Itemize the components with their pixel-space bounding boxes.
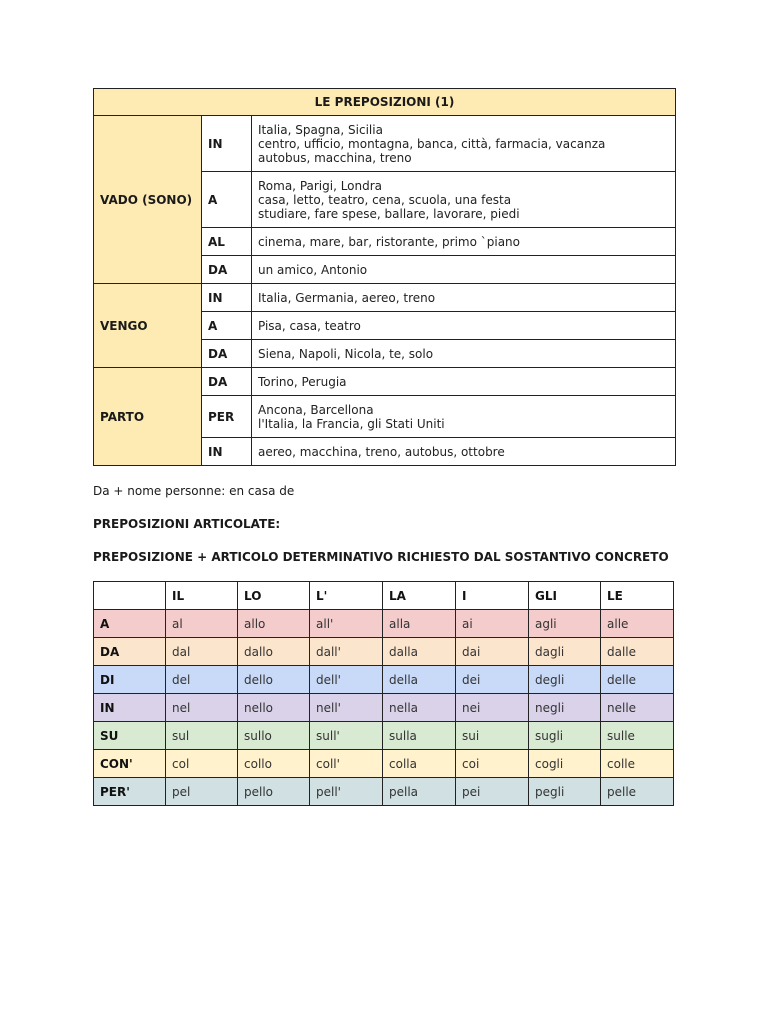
articulated-form-cell: delle xyxy=(601,666,674,694)
preposition-label-cell: CON' xyxy=(94,750,166,778)
articulated-form-cell: pello xyxy=(238,778,310,806)
preposition-label-cell: PER' xyxy=(94,778,166,806)
preposition-label-cell: DA xyxy=(94,638,166,666)
example-line: Pisa, casa, teatro xyxy=(258,318,361,333)
articulated-table-wrap xyxy=(93,581,674,806)
example-line: Torino, Perugia xyxy=(258,374,347,389)
article-header-cell: L' xyxy=(310,582,383,610)
example-line: aereo, macchina, treno, autobus, ottobre xyxy=(258,444,505,459)
article-header-cell: LO xyxy=(238,582,310,610)
articulated-form-cell: dei xyxy=(456,666,529,694)
articulated-form-cell: pei xyxy=(456,778,529,806)
prepositions-table-title: LE PREPOSIZIONI (1) xyxy=(94,89,676,116)
preposition-label-cell: A xyxy=(94,610,166,638)
examples-cell xyxy=(252,284,676,312)
example-line: autobus, macchina, treno xyxy=(258,150,412,165)
articulated-form-cell: nei xyxy=(456,694,529,722)
articulated-row xyxy=(94,638,674,666)
articulated-row xyxy=(94,722,674,750)
document-page xyxy=(93,88,675,466)
articulated-form-cell: dagli xyxy=(529,638,601,666)
da-note: Da + nome personne: en casa de xyxy=(93,484,295,498)
article-header-cell: GLI xyxy=(529,582,601,610)
examples-cell xyxy=(252,340,676,368)
articulated-form-cell: al xyxy=(166,610,238,638)
example-line: Roma, Parigi, Londra xyxy=(258,178,383,193)
examples-cell xyxy=(252,312,676,340)
articulated-form-cell: pella xyxy=(383,778,456,806)
articulated-row xyxy=(94,750,674,778)
prepositions-table xyxy=(93,88,676,466)
preposition-label-cell: DI xyxy=(94,666,166,694)
articulated-form-cell: ai xyxy=(456,610,529,638)
articulated-form-cell: coll' xyxy=(310,750,383,778)
preposition-cell: DA xyxy=(202,340,252,368)
example-line: centro, ufficio, montagna, banca, città, farmacia, vacanza xyxy=(258,136,606,151)
preposition-cell: DA xyxy=(202,256,252,284)
articulated-row xyxy=(94,694,674,722)
articulated-form-cell: nello xyxy=(238,694,310,722)
articulated-row xyxy=(94,610,674,638)
articulated-form-cell: sui xyxy=(456,722,529,750)
articulated-form-cell: degli xyxy=(529,666,601,694)
examples-cell xyxy=(252,172,676,228)
articulated-form-cell: nella xyxy=(383,694,456,722)
examples-cell xyxy=(252,396,676,438)
verb-cell: VENGO xyxy=(94,284,202,368)
example-line: Ancona, Barcellona xyxy=(258,402,374,417)
articulated-form-cell: sull' xyxy=(310,722,383,750)
articulated-form-cell: sugli xyxy=(529,722,601,750)
example-line: l'Italia, la Francia, gli Stati Uniti xyxy=(258,416,445,431)
article-header-cell: LA xyxy=(383,582,456,610)
articulated-form-cell: pelle xyxy=(601,778,674,806)
preposition-cell: A xyxy=(202,172,252,228)
articulated-form-cell: colle xyxy=(601,750,674,778)
preposition-cell: AL xyxy=(202,228,252,256)
articulated-form-cell: alla xyxy=(383,610,456,638)
articulated-form-cell: nel xyxy=(166,694,238,722)
example-line: Italia, Germania, aereo, treno xyxy=(258,290,436,305)
articulated-row xyxy=(94,666,674,694)
article-header-cell: LE xyxy=(601,582,674,610)
article-header-cell xyxy=(94,582,166,610)
example-line: un amico, Antonio xyxy=(258,262,368,277)
verb-cell: PARTO xyxy=(94,368,202,466)
articulated-form-cell: sul xyxy=(166,722,238,750)
article-header-cell: I xyxy=(456,582,529,610)
articulated-form-cell: pell' xyxy=(310,778,383,806)
articulated-form-cell: colla xyxy=(383,750,456,778)
articulated-prepositions-table xyxy=(93,581,674,806)
articulated-form-cell: collo xyxy=(238,750,310,778)
articulated-form-cell: sulle xyxy=(601,722,674,750)
articulated-form-cell: dai xyxy=(456,638,529,666)
article-header-row xyxy=(94,582,674,610)
preposition-label-cell: IN xyxy=(94,694,166,722)
examples-cell xyxy=(252,228,676,256)
verb-cell: VADO (SONO) xyxy=(94,116,202,284)
preposition-cell: IN xyxy=(202,438,252,466)
articulated-form-cell: pel xyxy=(166,778,238,806)
articulated-form-cell: dal xyxy=(166,638,238,666)
preposition-cell: IN xyxy=(202,116,252,172)
preposition-cell: IN xyxy=(202,284,252,312)
articulated-form-cell: negli xyxy=(529,694,601,722)
articulated-form-cell: pegli xyxy=(529,778,601,806)
articulated-form-cell: all' xyxy=(310,610,383,638)
example-line: Siena, Napoli, Nicola, te, solo xyxy=(258,346,434,361)
articulated-form-cell: alle xyxy=(601,610,674,638)
prep-row xyxy=(94,284,676,312)
preposition-label-cell: SU xyxy=(94,722,166,750)
articulated-form-cell: sullo xyxy=(238,722,310,750)
example-line: cinema, mare, bar, ristorante, primo `piano xyxy=(258,234,521,249)
articulated-subheading: PREPOSIZIONE + ARTICOLO DETERMINATIVO RICHIESTO DAL SOSTANTIVO CONCRETO xyxy=(93,550,669,564)
example-line: studiare, fare spese, ballare, lavorare, piedi xyxy=(258,206,520,221)
articulated-form-cell: cogli xyxy=(529,750,601,778)
example-line: casa, letto, teatro, cena, scuola, una festa xyxy=(258,192,512,207)
example-line: Italia, Spagna, Sicilia xyxy=(258,122,383,137)
examples-cell xyxy=(252,438,676,466)
examples-cell xyxy=(252,116,676,172)
articulated-form-cell: allo xyxy=(238,610,310,638)
articulated-form-cell: dello xyxy=(238,666,310,694)
articulated-form-cell: dalla xyxy=(383,638,456,666)
article-header-cell: IL xyxy=(166,582,238,610)
prep-row xyxy=(94,116,676,172)
articulated-row xyxy=(94,778,674,806)
articulated-form-cell: dalle xyxy=(601,638,674,666)
articulated-form-cell: dell' xyxy=(310,666,383,694)
articulated-form-cell: coi xyxy=(456,750,529,778)
preposition-cell: PER xyxy=(202,396,252,438)
preposition-cell: A xyxy=(202,312,252,340)
examples-cell xyxy=(252,368,676,396)
articulated-form-cell: sulla xyxy=(383,722,456,750)
articulated-form-cell: agli xyxy=(529,610,601,638)
articulated-form-cell: della xyxy=(383,666,456,694)
articulated-form-cell: del xyxy=(166,666,238,694)
articulated-form-cell: nelle xyxy=(601,694,674,722)
articulated-form-cell: dall' xyxy=(310,638,383,666)
articulated-form-cell: nell' xyxy=(310,694,383,722)
examples-cell xyxy=(252,256,676,284)
articulated-form-cell: col xyxy=(166,750,238,778)
articulated-form-cell: dallo xyxy=(238,638,310,666)
preposition-cell: DA xyxy=(202,368,252,396)
articulated-heading: PREPOSIZIONI ARTICOLATE: xyxy=(93,517,281,531)
prep-row xyxy=(94,368,676,396)
